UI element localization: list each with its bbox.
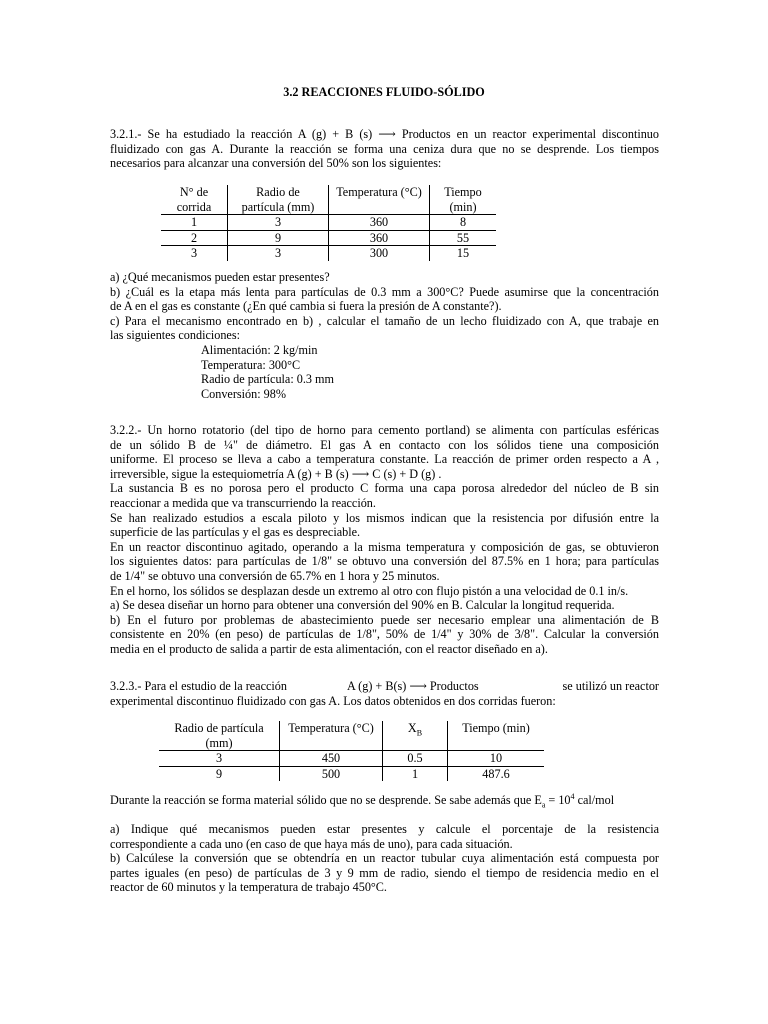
table-row bbox=[161, 230, 496, 246]
text-line: 3.2.2.- Un horno rotatorio (del tipo de horno para cemento portland) se alimenta con partículas esféricas bbox=[110, 423, 659, 437]
table-cell: 10 bbox=[448, 751, 545, 767]
table-cell: 300 bbox=[329, 246, 430, 261]
table-row bbox=[159, 766, 544, 781]
text-line: experimental discontinuo fluidizado con gas A. Los datos obtenidos en dos corridas fueron: bbox=[110, 693, 556, 708]
table-cell: 15 bbox=[430, 246, 497, 261]
header-cell bbox=[448, 736, 545, 751]
condition-temperature: Temperatura: 300°C bbox=[201, 357, 301, 372]
text-line: La sustancia B es no porosa pero el producto C forma una capa porosa alrededor del núcleo de B sin bbox=[110, 481, 659, 496]
text-line: irreversible, sigue la estequiometría A (g) + B (s) ⟶ C (s) + D (g) . bbox=[110, 466, 442, 481]
text-line: los siguientes datos: para partículas de 1/8" se obtuvo una conversión del 87.5% en 1 hora; para partículas bbox=[110, 554, 659, 569]
text-line: Durante la reacción se forma material sólido que no se desprende. Se sabe además que $E_a = 10^4$ cal/mol bbox=[110, 791, 615, 810]
table-row bbox=[161, 246, 496, 261]
table-cell: 3 bbox=[190, 246, 198, 261]
intro-part: se utilizó un reactor bbox=[562, 679, 659, 693]
text-line: correspondiente a cada uno (en caso de que haya más de uno), para cada situación. bbox=[110, 836, 513, 851]
question-a: a) Se desea diseñar un horno para obtener una conversión del 90% en B. Calcular la longitud requerida. bbox=[110, 598, 615, 613]
table-cell: 3 bbox=[228, 246, 329, 261]
text-line: de un sólido B de ¼" de diámetro. El gas A en contacto con los sólidos tiene una composición bbox=[110, 437, 659, 452]
text-line: fluidizado con gas A. Durante la reacción se forma una ceniza dura que no se desprende. Los tiempos bbox=[110, 141, 659, 156]
header-cell: Temperatura (°C) bbox=[280, 721, 383, 736]
table-cell: 500 bbox=[280, 766, 383, 781]
table-header-row bbox=[159, 721, 544, 736]
problem-3-2-1-questions bbox=[110, 270, 659, 401]
text-line: necesarios para alcanzar una conversión del 50% son los siguientes: bbox=[110, 156, 442, 171]
header-cell: corrida bbox=[161, 200, 228, 215]
text-line bbox=[110, 679, 659, 694]
question-b: b) En el futuro por problemas de abastecimiento puede ser necesario emplear una alimentación de B bbox=[110, 612, 659, 627]
header-cell bbox=[280, 736, 383, 751]
table-row bbox=[161, 215, 496, 231]
header-cell: $X_B$ bbox=[383, 721, 448, 736]
table-cell: 9 bbox=[215, 766, 223, 781]
header-cell: Temperatura (°C) bbox=[329, 185, 430, 200]
table-header-row bbox=[161, 200, 496, 215]
question-a: a) ¿Qué mecanismos pueden estar presentes? bbox=[110, 270, 330, 284]
table-header-row bbox=[159, 736, 544, 751]
header-cell: (min) bbox=[430, 200, 497, 215]
table-cell: 360 bbox=[329, 215, 430, 231]
section-title: 3.2 REACCIONES FLUIDO-SÓLIDO bbox=[283, 85, 485, 99]
text-line: En el horno, los sólidos se desplazan desde un extremo al otro con flujo pistón a una velocidad de 0.1 in/s. bbox=[110, 583, 629, 598]
header-cell bbox=[383, 736, 448, 751]
question-a: a) Indique qué mecanismos pueden estar presentes y calcule el porcentaje de la resistencia bbox=[110, 822, 659, 836]
table-cell: 360 bbox=[329, 230, 430, 246]
table-row bbox=[159, 751, 544, 767]
header-cell: partícula (mm) bbox=[228, 200, 329, 215]
text-line: de 1/4" se obtuvo una conversión de 65.7% en 1 hora y 25 minutos. bbox=[110, 568, 440, 583]
header-cell: Tiempo bbox=[430, 185, 497, 200]
condition-conversion: Conversión: 98% bbox=[201, 386, 286, 401]
header-cell: Tiempo (min) bbox=[448, 721, 545, 736]
text-line: reaccionar a medida que va transcurriendo la reacción. bbox=[110, 495, 376, 510]
intro-part: 3.2.3.- Para el estudio de la reacción bbox=[110, 679, 287, 693]
text-line: En un reactor discontinuo agitado, operando a la misma temperatura y composición de gas, se obtuvieron bbox=[110, 539, 659, 554]
question-b: b) ¿Cuál es la etapa más lenta para partículas de 0.3 mm a 300°C? Puede asumirse que la concentración bbox=[110, 284, 659, 299]
question-c: c) Para el mecanismo encontrado en b) , calcular el tamaño de un lecho fluidizado con A, que trabaje en bbox=[110, 313, 659, 328]
problem-3-2-1-statement bbox=[110, 127, 659, 171]
text-line: superficie de las partículas y el gas es despreciable. bbox=[110, 525, 361, 540]
table-cell: 2 bbox=[161, 230, 228, 246]
table-cell: 9 bbox=[228, 230, 329, 246]
text-line: partes iguales (en peso) de partículas de 3 y 9 mm de radio, siendo el tiempo de residencia medio en el bbox=[110, 865, 659, 880]
text-line: media en el producto de salida a partir de esta alimentación, con el reactor diseñado en a). bbox=[110, 641, 548, 656]
problem-3-2-3-statement bbox=[110, 679, 659, 708]
header-cell: Radio de partícula bbox=[174, 721, 264, 735]
table-cell: 487.6 bbox=[448, 766, 545, 781]
condition-feed: Alimentación: 2 kg/min bbox=[201, 342, 318, 357]
text-line: consistente en 20% (en peso) de partículas de 1/8", 50% de 1/4" y 30% de 3/8". Calcular la conversión bbox=[110, 627, 659, 642]
reaction-equation: A (g) + B(s) ⟶ Productos bbox=[347, 679, 479, 693]
header-cell: N° de bbox=[179, 185, 209, 199]
table-cell: 1 bbox=[161, 215, 228, 231]
table-cell: 1 bbox=[383, 766, 448, 781]
table-cell: 3 bbox=[159, 751, 280, 767]
problem-3-2-3-questions bbox=[110, 822, 659, 895]
text-line: de A en el gas es constante (¿En qué cambia si fuera la presión de A constante?). bbox=[110, 299, 502, 314]
text-line: reactor de 60 minutos y la temperatura de trabajo 450°C. bbox=[110, 880, 387, 895]
header-cell: Radio de bbox=[228, 185, 329, 200]
text-line: 3.2.1.- Se ha estudiado la reacción A (g) + B (s) ⟶ Productos en un reactor experimental discontinuo bbox=[110, 127, 659, 141]
table-header-row bbox=[161, 185, 496, 200]
table-cell: 55 bbox=[430, 230, 497, 246]
condition-radius: Radio de partícula: 0.3 mm bbox=[201, 372, 335, 387]
table-cell: 450 bbox=[280, 751, 383, 767]
text-line: las siguientes condiciones: bbox=[110, 328, 240, 343]
text-line: Se han realizado estudios a escala piloto y los mismos indican que la resistencia por difusión entre la bbox=[110, 510, 659, 525]
table-cell: 8 bbox=[430, 215, 497, 231]
problem-3-2-2-statement bbox=[110, 423, 659, 657]
table-cell: 3 bbox=[228, 215, 329, 231]
question-b: b) Calcúlese la conversión que se obtendría en un reactor tubular cuya alimentación está compuesta por bbox=[110, 851, 659, 866]
header-cell bbox=[329, 200, 430, 215]
table-3-2-3 bbox=[159, 721, 544, 781]
text-line: uniforme. El proceso se lleva a cabo a temperatura constante. La reacción de primer orden respecto a A , bbox=[110, 452, 659, 467]
header-cell: (mm) bbox=[159, 736, 280, 751]
table-cell: 0.5 bbox=[383, 751, 448, 767]
activation-energy-line bbox=[110, 793, 659, 808]
table-3-2-1 bbox=[161, 185, 496, 261]
